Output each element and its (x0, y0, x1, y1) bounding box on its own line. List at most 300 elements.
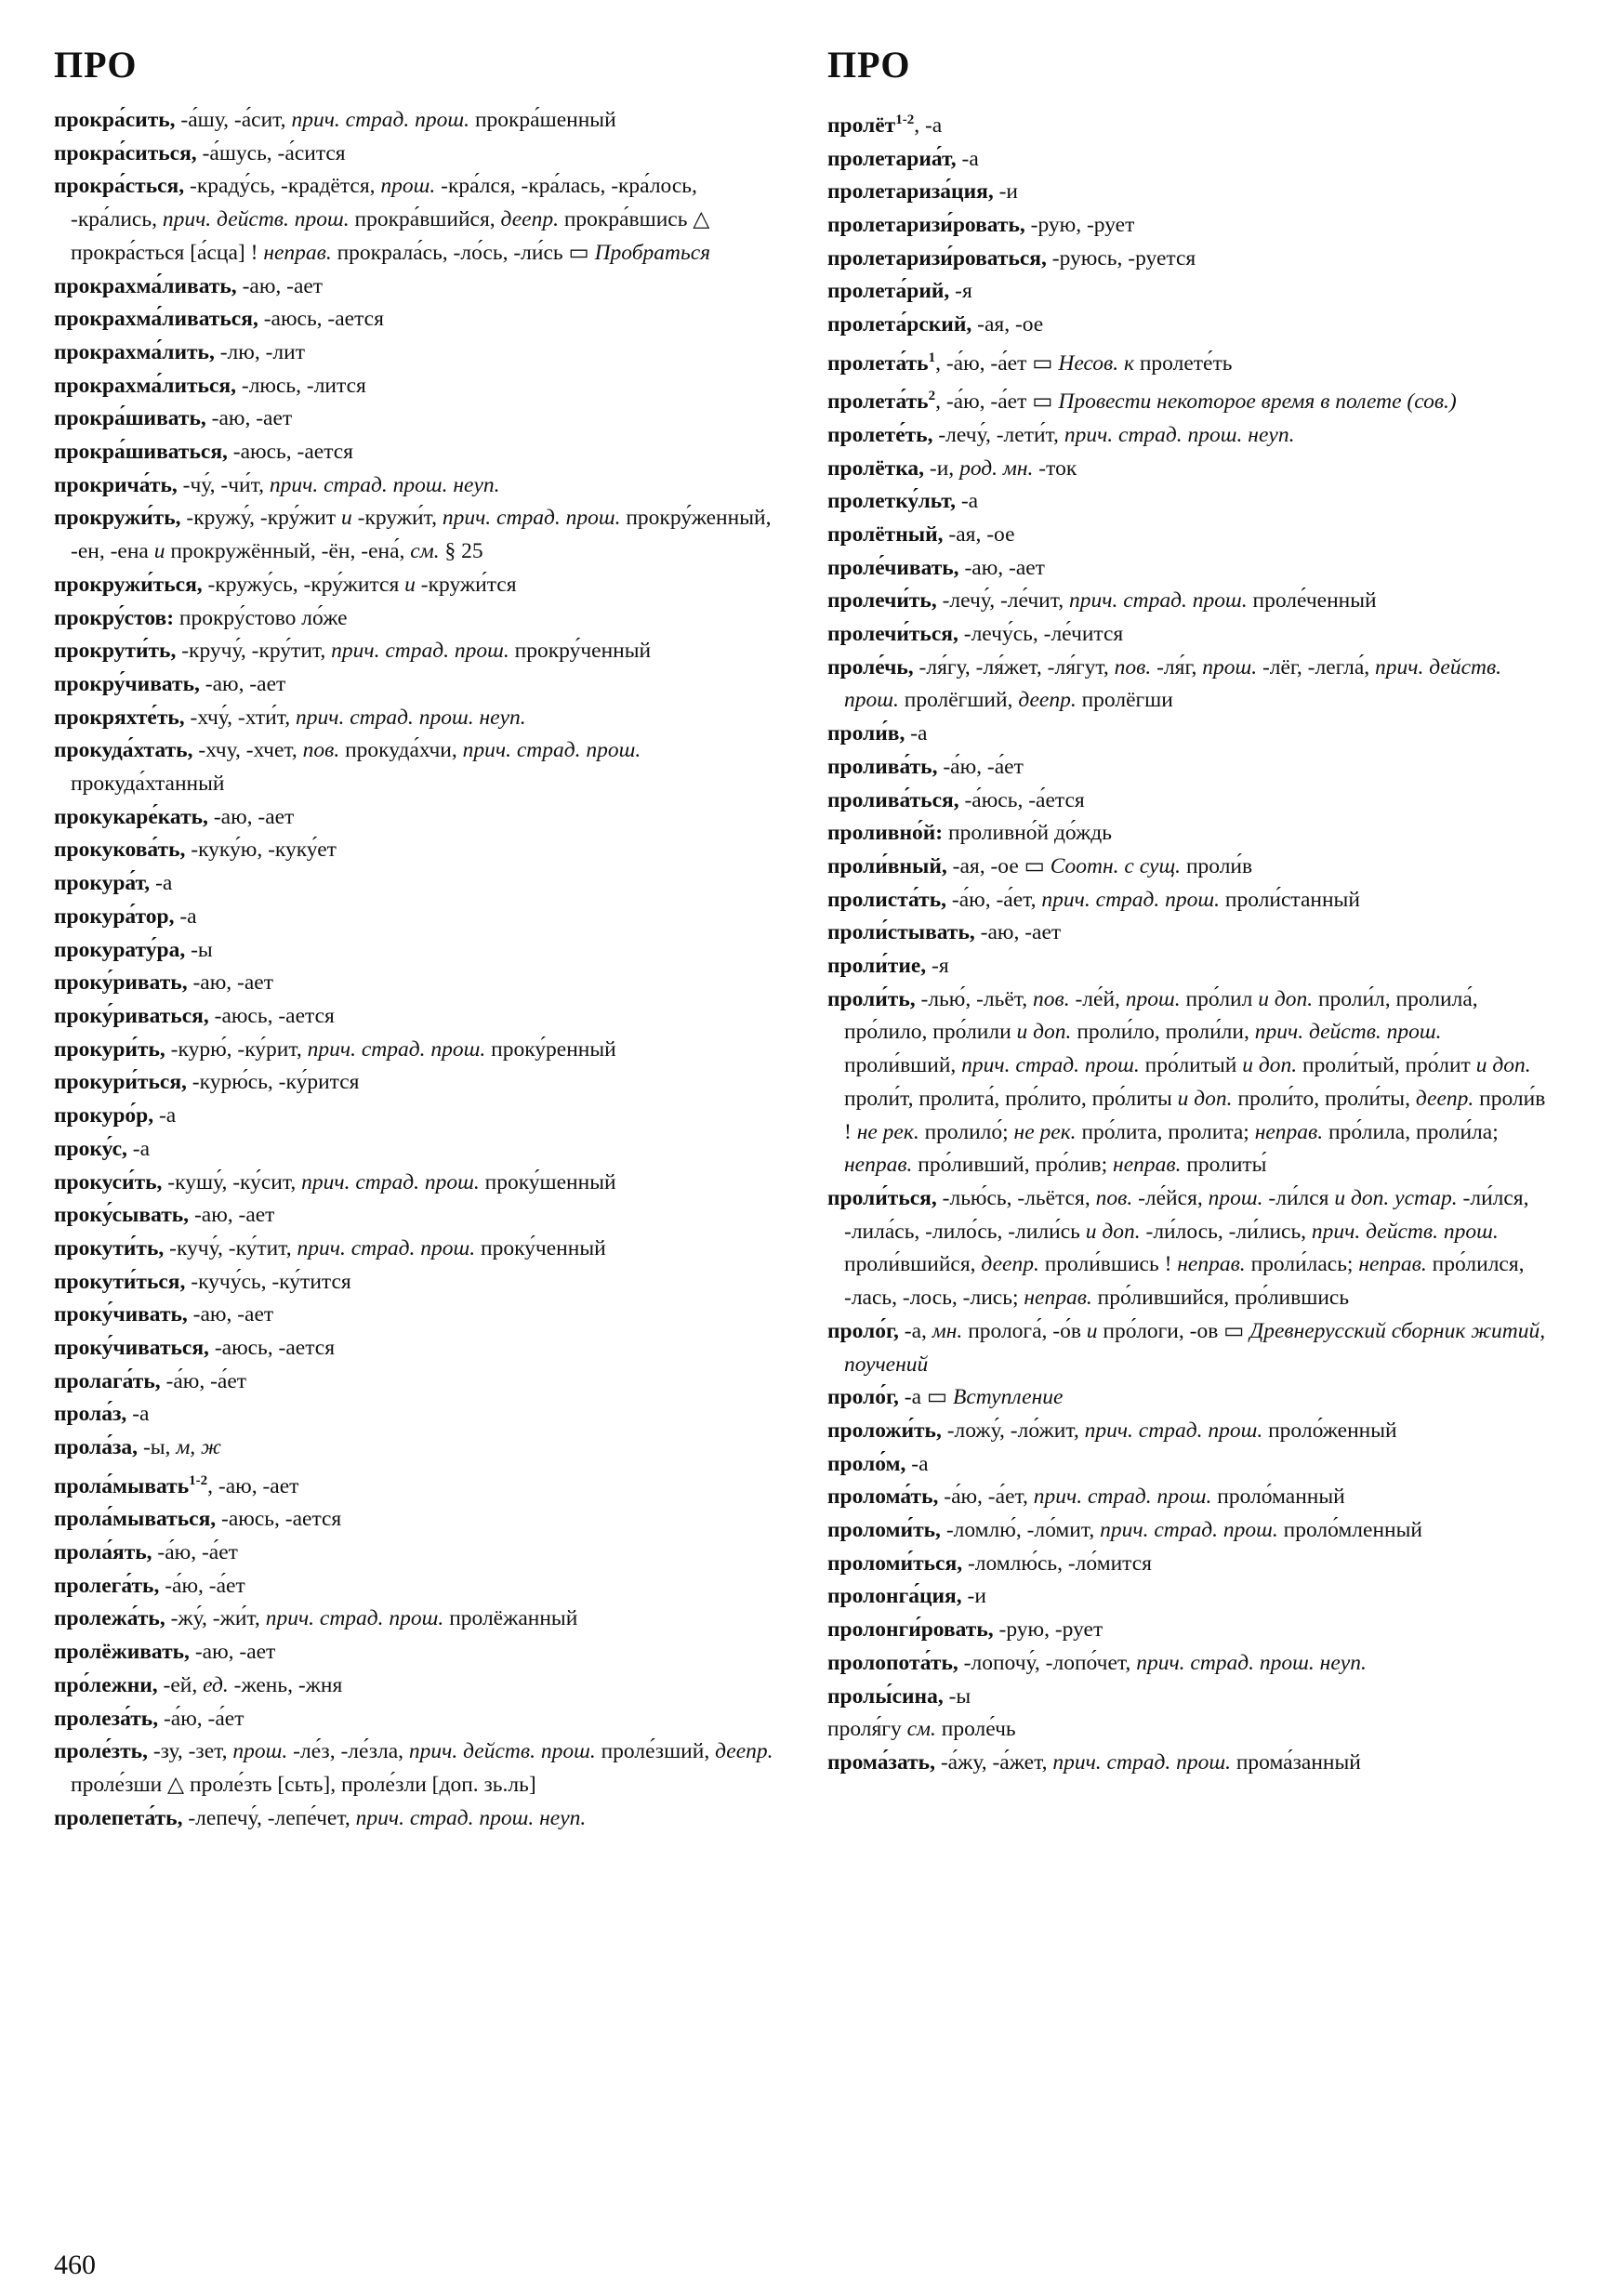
entry-text: -аю, -ает (974, 920, 1062, 945)
right-entries-list (827, 104, 1553, 1780)
entry-text: -ложу́, -ло́жит, (941, 1418, 1085, 1443)
dictionary-entry (827, 176, 1553, 209)
dictionary-entry (827, 1514, 1553, 1548)
headword: прокряхте́ть, (54, 705, 185, 730)
entry-text: -аю, -ает (205, 406, 293, 431)
grammar-note: Провести некоторое время в полете (сов.) (1058, 389, 1457, 415)
headword: проли́ться, (827, 1185, 937, 1210)
entry-text: -аю, -ает (236, 273, 324, 298)
entry-text: -а, (898, 1318, 932, 1343)
dictionary-entry (827, 917, 1553, 950)
entry-text: проли́станный (1220, 887, 1360, 912)
grammar-note: м, ж (176, 1435, 221, 1460)
headword: проле́чь, (827, 654, 914, 680)
entry-text: -ей, (157, 1672, 204, 1697)
dictionary-entry (827, 143, 1553, 177)
entry-text: проли́в (1181, 853, 1253, 878)
entry-text: -ы, (138, 1435, 177, 1460)
dictionary-entry (54, 436, 788, 469)
entry-text: -лечу́сь, -ле́чится (958, 622, 1124, 647)
headword: пролета́ть (827, 389, 929, 415)
headword: прокукаре́кать, (54, 804, 208, 829)
homonym-index: 1-2 (895, 112, 915, 127)
dictionary-entry (827, 309, 1553, 342)
entry-text: -и (993, 179, 1018, 205)
dictionary-entry (54, 635, 788, 668)
dictionary-entry (54, 1133, 788, 1167)
entry-text: -рую, -рует (993, 1617, 1103, 1643)
headword: прокрахма́ливаться, (54, 307, 258, 332)
dictionary-entry (54, 734, 788, 800)
headword: прола́з, (54, 1402, 127, 1427)
grammar-note: прич. действ. прош. (162, 207, 350, 232)
headword: проложи́ть, (827, 1418, 942, 1443)
entry-text: проля́гу (827, 1717, 907, 1742)
entry-text: проли́лась; (1245, 1252, 1359, 1277)
headword: пролета́рий, (827, 279, 950, 304)
entry-text: -ле́з, -ле́зла, (287, 1739, 409, 1764)
headword: прокури́ть, (54, 1036, 165, 1062)
headword: проку́с, (54, 1136, 127, 1161)
grammar-note: и доп. (1258, 986, 1314, 1011)
grammar-note: прич. страд. прош. (265, 1606, 444, 1631)
entry-text: прокра́вшийся, (349, 207, 501, 232)
headword: прокра́сться, (54, 174, 185, 199)
headword: прокрахма́литься, (54, 373, 236, 398)
headword: пролечи́ть, (827, 588, 937, 614)
entry-text: , -а́ю, -а́ет ▭ (935, 389, 1059, 415)
entry-text: прома́занный (1230, 1749, 1361, 1775)
entry-text: -лепечу́, -лепе́чет, (182, 1805, 356, 1830)
entry-text: проли́вшись ! (1038, 1252, 1178, 1277)
right-running-head: ПРО (827, 44, 911, 86)
entry-text: проли́л, пролила́, про́лило, про́лили (844, 986, 1478, 1045)
grammar-note: прич. действ. прош. (1254, 1020, 1442, 1045)
entry-text: про́логи, -ов ▭ (1097, 1318, 1250, 1343)
dictionary-entry (54, 1000, 788, 1034)
dictionary-entry (827, 380, 1553, 419)
entry-text: -лечу́, -лети́т, (932, 422, 1064, 447)
homonym-index: 1 (928, 350, 936, 365)
page-number: 460 (54, 2250, 96, 2280)
entry-text: -а (150, 871, 173, 896)
dictionary-entry (54, 502, 788, 568)
dictionary-entry (827, 851, 1553, 884)
headword: пролёживать, (54, 1640, 190, 1665)
entry-text: -аю, -ает (189, 1640, 276, 1665)
headword: проку́чивать, (54, 1302, 188, 1327)
dictionary-entry (827, 1448, 1553, 1482)
entry-text: -ле́й, (1069, 986, 1126, 1011)
dictionary-entry (827, 950, 1553, 983)
entry-text: -ая, -ое ▭ (946, 853, 1051, 878)
headword: проли́в, (827, 721, 905, 746)
entry-text: -а (905, 721, 928, 746)
entry-text: прокрала́сь, -ло́сь, -ли́сь ▭ (331, 240, 595, 265)
grammar-note: прич. страд. прош. (1041, 887, 1221, 912)
entry-text: -люсь, -лится (236, 373, 366, 398)
headword: прокра́сить, (54, 108, 176, 132)
entry-text: -а́ю, -а́ет (152, 1540, 238, 1565)
grammar-note: прич. страд. прош. (1084, 1418, 1263, 1443)
entry-text: проли́т, пролита́, про́лито, про́литы (844, 1086, 1178, 1111)
entry-text: -ли́лся (1262, 1185, 1335, 1210)
grammar-note: и (153, 539, 165, 564)
entry-text: -зу, -зет, (147, 1739, 233, 1764)
entry-text: пролиты́ (1181, 1153, 1267, 1178)
grammar-note: прич. страд. прош. (291, 108, 470, 132)
grammar-note: прич. страд. прош. неуп. (296, 705, 526, 730)
dictionary-entry (54, 1537, 788, 1570)
entry-text: -а́жу, -а́жет, (934, 1749, 1053, 1775)
entry-text: -ля́гу, -ля́жет, -ля́гут, (913, 654, 1115, 680)
headword: пролы́сина, (827, 1683, 944, 1709)
entry-text: -а́шусь, -а́сится (196, 140, 346, 165)
headword: проломи́ть, (827, 1518, 941, 1543)
headword: пролета́ть (827, 350, 929, 376)
headword: проливно́й: (827, 821, 944, 846)
grammar-note: не рек. (856, 1119, 919, 1144)
grammar-note: Древнерусский сборник житий, поучений (844, 1318, 1546, 1377)
entry-text: проку́шенный (479, 1169, 616, 1194)
headword: проло́г, (827, 1318, 899, 1343)
grammar-note: и (404, 572, 416, 597)
grammar-note: прич. страд. прош. неуп. (1136, 1650, 1367, 1675)
entry-text: -и (961, 1584, 986, 1609)
grammar-note: неправ. (844, 1153, 913, 1178)
grammar-note: пов. (1095, 1185, 1133, 1210)
entry-text: про́лившийся, про́лившись (1091, 1286, 1350, 1311)
entry-text: проло́мленный (1277, 1518, 1422, 1543)
dictionary-entry (827, 209, 1553, 243)
grammar-note: неправ. (1024, 1286, 1092, 1311)
dictionary-entry (54, 1802, 788, 1836)
entry-text: проли́вшийся, (844, 1252, 982, 1277)
entry-text: пролёгший, (898, 688, 1019, 713)
grammar-note: прич. страд. прош. (1069, 588, 1248, 614)
dictionary-entry (54, 402, 788, 436)
dictionary-entry (54, 1266, 788, 1300)
dictionary-entry (54, 1570, 788, 1603)
dictionary-entry (54, 271, 788, 304)
dictionary-entry (54, 1066, 788, 1100)
entry-text: -и, (924, 455, 960, 481)
entry-text: про́литый (1139, 1053, 1243, 1078)
headword: прола́ять, (54, 1540, 152, 1565)
left-column (54, 45, 788, 1835)
entry-text: прокружённый, -ён, -ена́, (165, 539, 411, 564)
entry-text: -аюсь, -ается (208, 1336, 336, 1361)
entry-text: -хчу, -хчет, (192, 738, 303, 763)
entry-text: -аю, -ает (187, 1302, 274, 1327)
dictionary-entry (54, 602, 788, 636)
dictionary-entry (827, 1713, 1553, 1747)
headword: пролага́ть, (54, 1368, 161, 1393)
grammar-note: и (1086, 1318, 1098, 1343)
entry-text: проли́в ! (844, 1086, 1546, 1144)
dictionary-entry (54, 1233, 788, 1266)
dictionary-entry (54, 1366, 788, 1399)
headword: пролете́ть, (827, 422, 933, 447)
dictionary-entry (54, 1199, 788, 1233)
grammar-note: прич. действ. прош. (1311, 1219, 1499, 1244)
entry-text: -курю́сь, -ку́рится (186, 1070, 360, 1095)
grammar-note: деепр. (500, 207, 559, 232)
dictionary-entry (54, 104, 788, 138)
dictionary-entry (827, 1315, 1553, 1381)
entry-text: про́лила, проли́ла; (1323, 1119, 1499, 1144)
headword: пролета́рский, (827, 312, 972, 337)
headword: про́лежни, (54, 1672, 158, 1697)
headword: пролонги́ровать, (827, 1617, 994, 1643)
grammar-note: см. (906, 1717, 936, 1742)
entry-text: -хчу́, -хти́т, (184, 705, 297, 730)
grammar-note: неправ. (1113, 1153, 1182, 1178)
dictionary-entry (827, 1381, 1553, 1415)
grammar-note: и доп. (1085, 1219, 1141, 1244)
entry-text: -аюсь, -ается (227, 440, 353, 465)
headword: прокурату́ра, (54, 937, 186, 962)
dictionary-entry (827, 785, 1553, 818)
headword: проку́сывать, (54, 1203, 190, 1228)
grammar-note: прош. (380, 174, 436, 199)
dictionary-entry (827, 983, 1553, 1182)
headword: пролетку́льт, (827, 489, 956, 514)
grammar-note: деепр. (715, 1739, 773, 1764)
dictionary-entry (827, 552, 1553, 586)
headword: пролётный, (827, 521, 944, 547)
grammar-note: прош. (1125, 986, 1181, 1011)
grammar-note: прош. (1208, 1185, 1263, 1210)
grammar-note: неправ. (1358, 1252, 1427, 1277)
entry-text: проли́то, проли́ты, (1232, 1086, 1416, 1111)
left-running-head: ПРО (54, 44, 138, 86)
entry-text: -я (949, 279, 972, 304)
entry-text: пролёжанный (443, 1606, 578, 1631)
grammar-note: деепр. (1018, 688, 1077, 713)
headword: пролетариза́ция, (827, 179, 994, 205)
headword: проку́чиваться, (54, 1336, 209, 1361)
headword: прокуро́р, (54, 1103, 154, 1128)
entry-text: -куку́ю, -куку́ет (185, 838, 337, 863)
entry-text: , -а́ю, -а́ет ▭ (935, 350, 1059, 376)
headword: проли́вный, (827, 853, 947, 878)
grammar-note: неправ. (1177, 1252, 1246, 1277)
dictionary-entry (54, 1735, 788, 1801)
headword: прокрути́ть, (54, 639, 177, 664)
entry-text: -ли́лся, -лила́сь, -лило́сь, -лили́сь (844, 1185, 1529, 1244)
dictionary-entry (827, 419, 1553, 453)
grammar-note: см. (410, 539, 440, 564)
entry-text: -ая, -ое (971, 312, 1044, 337)
headword: прокрахма́лить, (54, 339, 215, 364)
dictionary-entry (827, 884, 1553, 917)
entry-text: пролило́; (918, 1119, 1014, 1144)
headword: проло́м, (827, 1451, 906, 1476)
dictionary-entry (827, 718, 1553, 751)
grammar-note: прош. (232, 1739, 288, 1764)
entry-text: проле́зши △ проле́зть [сьть], проле́зли [доп. зь.ль] (71, 1772, 536, 1797)
headword: проле́зть, (54, 1739, 148, 1764)
grammar-note: прич. страд. прош. (301, 1169, 480, 1194)
entry-text: -а́юсь, -а́ется (958, 787, 1085, 812)
headword: прокра́шивать, (54, 406, 206, 431)
dictionary-entry (827, 275, 1553, 309)
dictionary-entry (827, 1681, 1553, 1714)
entry-text: -ая, -ое (943, 521, 1015, 547)
dictionary-entry (54, 1167, 788, 1200)
entry-text: -курю́, -ку́рит, (165, 1036, 308, 1062)
dictionary-entry (54, 901, 788, 934)
dictionary-entry (54, 303, 788, 336)
entry-text: -кружи́т, (351, 506, 443, 531)
headword: пролёт (827, 112, 896, 138)
headword: пролива́ть, (827, 754, 938, 779)
headword: пролива́ться, (827, 787, 959, 812)
entry-text: -а́ю, -а́ет (937, 754, 1024, 779)
grammar-note: прич. действ. прош. (408, 1739, 596, 1764)
grammar-note: ед. (203, 1672, 229, 1697)
headword: пролётка, (827, 455, 925, 481)
grammar-note: прош. (1202, 654, 1258, 680)
entry-text: -жень, -жня (228, 1672, 343, 1697)
entry-text: -лопочу́, -лопо́чет, (958, 1650, 1137, 1675)
entry-text: -чу́, -чи́т, (177, 472, 270, 497)
grammar-note: прич. страд. прош. (1033, 1484, 1212, 1510)
dictionary-entry (54, 370, 788, 403)
headword: проку́ривать, (54, 970, 188, 996)
grammar-note: прич. страд. прош. неуп. (1064, 422, 1295, 447)
headword: пролетаризи́ровать, (827, 212, 1025, 237)
entry-text: -а́ю, -а́ет, (946, 887, 1042, 912)
entry-text: -кушу́, -ку́сит, (162, 1169, 302, 1194)
dictionary-entry (827, 751, 1553, 785)
entry-text: -а́ю, -а́ет (160, 1368, 247, 1393)
dictionary-entry (827, 1182, 1553, 1315)
entry-text: -а́шу, -а́сит, (175, 108, 292, 132)
entry-text: проло́манный (1211, 1484, 1345, 1510)
grammar-note: прич. страд. прош. неуп. (355, 1805, 587, 1830)
headword: прокру́чивать, (54, 671, 200, 696)
grammar-note: прич. страд. прош. (961, 1053, 1140, 1078)
right-column (827, 45, 1553, 1780)
dictionary-entry (54, 934, 788, 968)
entry-text: прокру́ченный (509, 639, 652, 664)
dictionary-entry (54, 1603, 788, 1636)
headword: проломи́ться, (827, 1550, 963, 1576)
grammar-note: пов. (1033, 986, 1070, 1011)
entry-text: проли́вший, (844, 1053, 962, 1078)
headword: пролопота́ть, (827, 1650, 958, 1675)
entry-text: -а (126, 1136, 151, 1161)
headword: проку́риваться, (54, 1003, 209, 1028)
grammar-note: Пробраться (594, 240, 711, 265)
grammar-note: Несов. к (1058, 350, 1134, 376)
dictionary-entry (54, 569, 788, 602)
grammar-note: деепр. (981, 1252, 1039, 1277)
headword: прокури́ться, (54, 1070, 187, 1095)
entry-text: -лю, -лит (214, 339, 305, 364)
entry-text: проливно́й до́ждь (943, 821, 1112, 846)
dictionary-entry (54, 1332, 788, 1366)
grammar-note: прич. страд. прош. (462, 738, 641, 763)
entry-text: -а́ю, -а́ет, (938, 1484, 1034, 1510)
grammar-note: и доп. (1475, 1053, 1531, 1078)
dictionary-entry (827, 1548, 1553, 1581)
entry-text: -а (956, 146, 979, 171)
headword: пролиста́ть, (827, 887, 947, 912)
entry-text: -ток (1033, 455, 1077, 481)
headword: пролега́ть, (54, 1573, 160, 1598)
headword: прокура́т, (54, 871, 151, 896)
dictionary-entry (54, 867, 788, 901)
dictionary-entry (54, 336, 788, 370)
entry-text: -кра́лся, -кра́лась, -кра́лось, -кра́лись, (71, 174, 697, 232)
grammar-note: и доп. (1242, 1053, 1298, 1078)
entry-text: про́лита, пролита; (1076, 1119, 1255, 1144)
entry-text: -кружу́, -кру́жит (180, 506, 341, 531)
entry-text: -а (174, 904, 197, 929)
entry-text: -жу́, -жи́т, (165, 1606, 266, 1631)
dictionary-entry (827, 618, 1553, 652)
dictionary-entry (54, 702, 788, 735)
headword: пролетариа́т, (827, 146, 957, 171)
headword: проли́тие, (827, 954, 927, 979)
grammar-note: пов. (1114, 654, 1152, 680)
dictionary-entry (827, 519, 1553, 552)
entry-text: -а ▭ (898, 1385, 953, 1410)
entry-text: пролёгши (1076, 688, 1173, 713)
grammar-note: прич. страд. прош. (331, 639, 509, 664)
entry-text: -кручу́, -кру́тит, (176, 639, 332, 664)
dictionary-entry (827, 652, 1553, 718)
entry-text: -а (153, 1103, 177, 1128)
grammar-note: мн. (932, 1318, 963, 1343)
headword: прокура́тор, (54, 904, 175, 929)
entry-text: прокуда́хчи, (339, 738, 463, 763)
entry-text: про́ливший, про́лив; (912, 1153, 1114, 1178)
entry-text: -лечу́, -ле́чит, (936, 588, 1070, 614)
dictionary-entry (54, 801, 788, 835)
dictionary-entry (54, 1398, 788, 1432)
headword: прола́мываться, (54, 1507, 217, 1532)
entry-text: проку́ренный (485, 1036, 616, 1062)
entry-text: -а́ю, -а́ет (158, 1706, 244, 1731)
homonym-index: 1-2 (189, 1472, 208, 1488)
entry-text: -руюсь, -руется (1046, 245, 1196, 271)
grammar-note: не рек. (1013, 1119, 1077, 1144)
dictionary-entry (827, 1415, 1553, 1448)
entry-text: -ли́лось, -ли́лись, (1140, 1219, 1312, 1244)
entry-text: -я (926, 954, 949, 979)
entry-text: -кружу́сь, -кру́жится (202, 572, 405, 597)
grammar-note: и доп. (1177, 1086, 1233, 1111)
entry-text: прокра́вшись △ прокра́сться [а́сца] ! (71, 207, 710, 265)
entry-text: пролога́, -о́в (962, 1318, 1087, 1343)
dictionary-entry (54, 1465, 788, 1504)
grammar-note: деепр. (1415, 1086, 1474, 1111)
entry-text: -кучу́сь, -ку́тится (185, 1269, 351, 1294)
dictionary-entry (54, 1100, 788, 1133)
entry-text: -аюсь, -ается (208, 1003, 335, 1028)
dictionary-entry (827, 485, 1553, 519)
entry-text: про́лился, -лась, -лось, -лись; (844, 1252, 1525, 1311)
dictionary-entry (54, 834, 788, 867)
headword: прокрахма́ливать, (54, 273, 237, 298)
dictionary-entry (54, 1703, 788, 1736)
headword: пролечи́ться, (827, 622, 958, 647)
grammar-note: прич. страд. прош. (297, 1235, 476, 1260)
